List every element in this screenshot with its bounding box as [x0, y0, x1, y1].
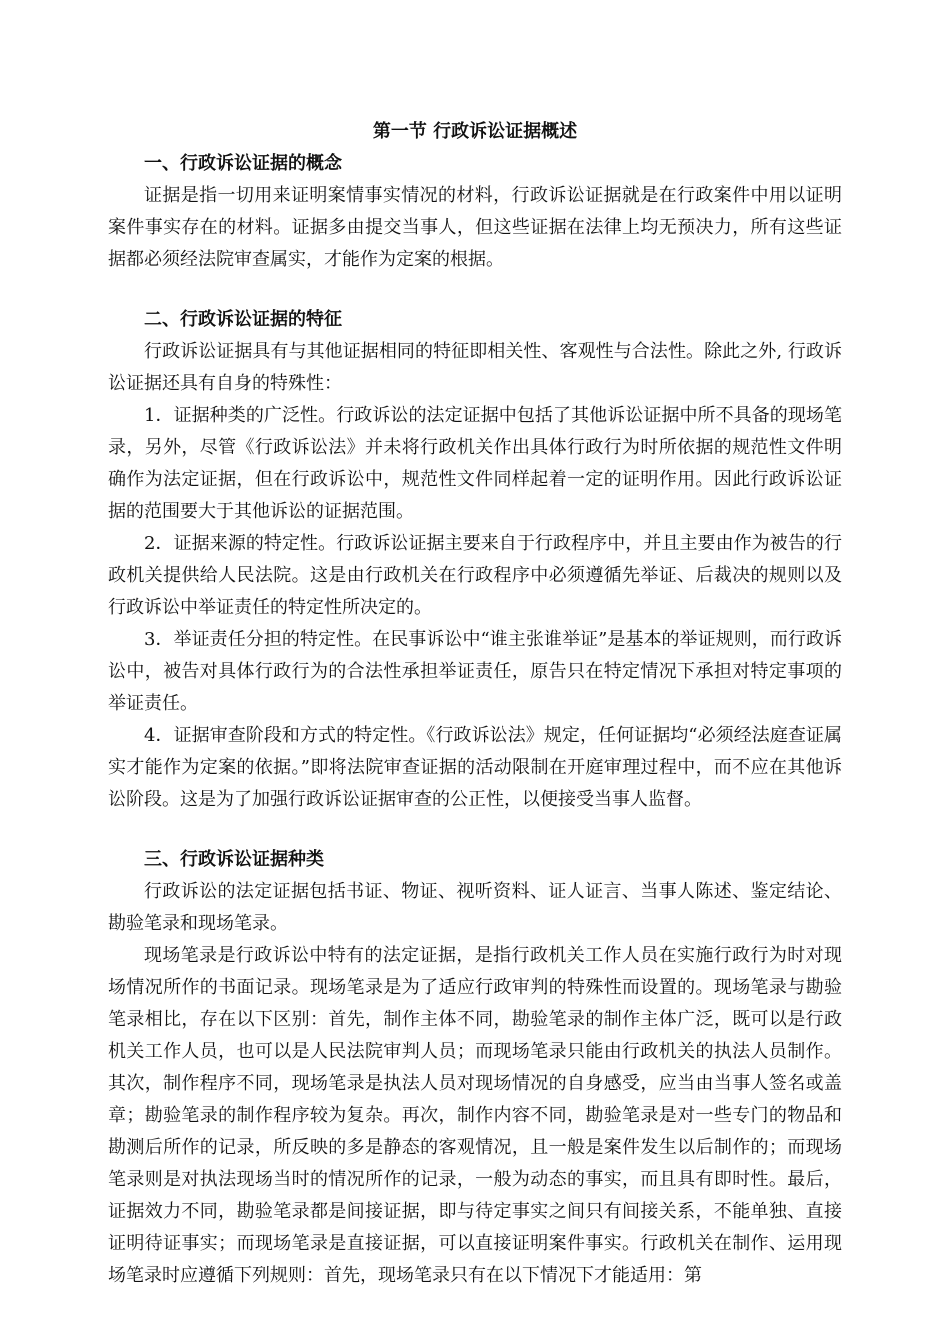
section-title: 第一节 行政诉讼证据概述 — [372, 121, 578, 142]
spacer — [108, 276, 842, 304]
heading-types: 三、行政诉讼证据种类 — [144, 849, 324, 870]
paragraph: 行政诉讼证据具有与其他证据相同的特征即相关性、客观性与合法性。除此之外, 行政诉讼证据还具有自身的特殊性： — [108, 341, 842, 394]
paragraph: 现场笔录是行政诉讼中特有的法定证据，是指行政机关工作人员在实施行政行为时对现场情况所作的书面记录。现场笔录是为了适应行政审判的特殊性而设置的。现场笔录与勘验笔录相比，存在以下区别：首先，制作主体不同，勘验笔录的制作主体广泛，既可以是行政机关工作人员，也可以是人民法院审判人员；而现场笔录只能由行政机关的执法人员制作。其次，制作程序不同，现场笔录是执法人员对现场情况的自身感受，应当由当事人签名或盖章；勘验笔录的制作程序较为复杂。再次，制作内容不同，勘验笔录是对一些专门的物品和勘测后所作的记录，所反映的多是静态的客观情况，且一般是案件发生以后制作的；而现场笔录则是对执法现场当时的情况所作的记录，一般为动态的事实，而且具有即时性。最后，证据效力不同，勘验笔录都是间接证据，即与待定事实之间只有间接关系，不能单独、直接证明待证事实；而现场笔录是直接证据，可以直接证明案件事实。行政机关在制作、运用现场笔录时应遵循下列规则：首先，现场笔录只有在以下情况下才能适用：第 — [108, 945, 842, 1286]
heading-concept: 一、行政诉讼证据的概念 — [144, 153, 342, 174]
spacer — [108, 816, 842, 844]
paragraph: 2．证据来源的特定性。行政诉讼证据主要来自于行政程序中，并且主要由作为被告的行政机关提供给人民法院。这是由行政机关在行政程序中必须遵循先举证、后裁决的规则以及行政诉讼中举证责任的特定性所决定的。 — [108, 533, 842, 618]
paragraph: 3．举证责任分担的特定性。在民事诉讼中“谁主张谁举证”是基本的举证规则，而行政诉讼中，被告对具体行政行为的合法性承担举证责任，原告只在特定情况下承担对特定事项的举证责任。 — [108, 629, 842, 714]
heading-features: 二、行政诉讼证据的特征 — [144, 309, 342, 330]
paragraph: 4．证据审查阶段和方式的特定性。《行政诉讼法》规定，任何证据均“必须经法庭查证属实才能作为定案的依据。”即将法院审查证据的活动限制在开庭审理过程中，而不应在其他诉讼阶段。这是为了加强行政诉讼证据审查的公正性，以便接受当事人监督。 — [108, 725, 842, 810]
paragraph: 行政诉讼的法定证据包括书证、物证、视听资料、证人证言、当事人陈述、鉴定结论、勘验笔录和现场笔录。 — [108, 881, 842, 934]
document-page — [108, 116, 842, 1292]
paragraph: 证据是指一切用来证明案情事实情况的材料，行政诉讼证据就是在行政案件中用以证明案件事实存在的材料。证据多由提交当事人，但这些证据在法律上均无预决力，所有这些证据都必须经法院审查属实，才能作为定案的根据。 — [108, 185, 842, 270]
paragraph: 1．证据种类的广泛性。行政诉讼的法定证据中包括了其他诉讼证据中所不具备的现场笔录，另外，尽管《行政诉讼法》并未将行政机关作出具体行政行为时所依据的规范性文件明确作为法定证据，但在行政诉讼中，规范性文件同样起着一定的证明作用。因此行政诉讼证据的范围要大于其他诉讼的证据范围。 — [108, 405, 842, 522]
